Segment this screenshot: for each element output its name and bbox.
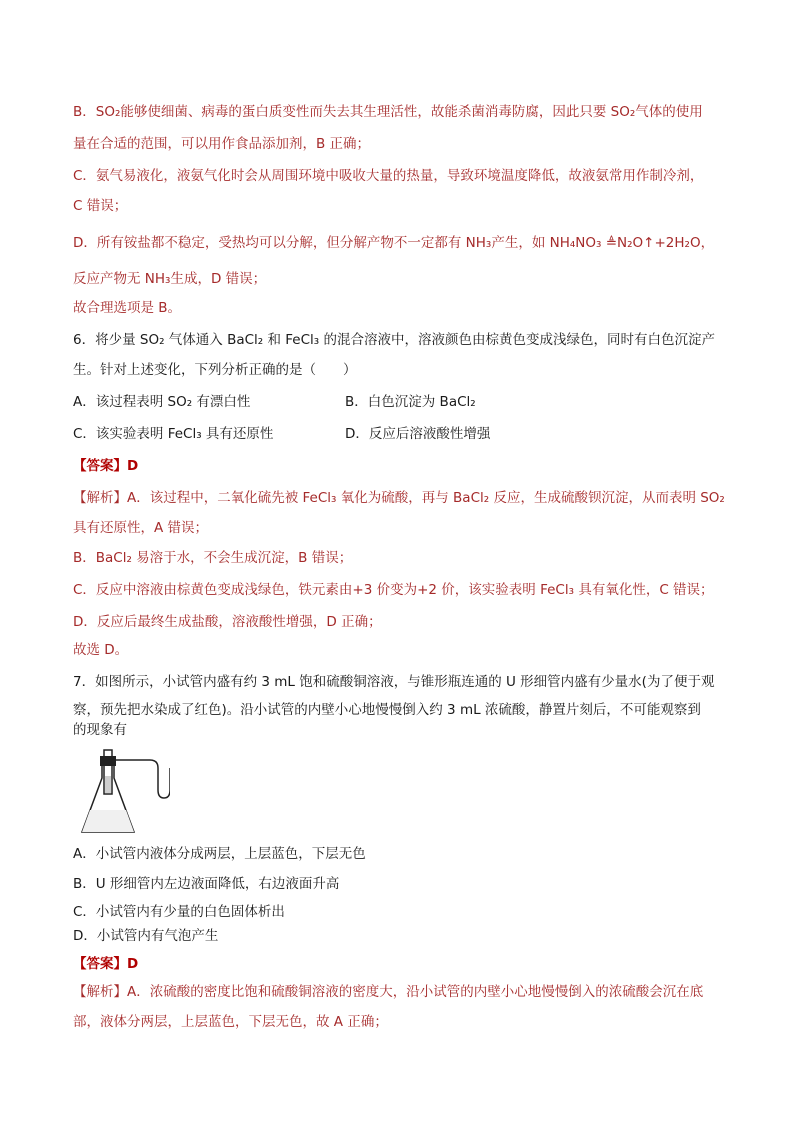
text-line: C．小试管内有少量的白色固体析出 [73,904,285,920]
text-line: 故选 D。 [73,642,129,658]
text-line: B．U 形细管内左边液面降低，右边液面升高 [73,876,340,892]
text-line: 【答案】D [73,458,139,474]
text-line-col2: D．反应后溶液酸性增强 [345,426,491,442]
text-line: D．小试管内有气泡产生 [73,928,219,944]
text-line: 量在合适的范围，可以用作食品添加剂，B 正确； [73,136,371,152]
conical-flask-diagram [78,748,170,838]
text-line: A．小试管内液体分成两层，上层蓝色，下层无色 [73,846,366,862]
text-line: D．反应后最终生成盐酸，溶液酸性增强，D 正确； [73,614,382,630]
text-line: 【解析】A．浓硫酸的密度比饱和硫酸铜溶液的密度大，沿小试管的内壁小心地慢慢倒入的浓硫酸会沉在底 [73,984,704,1000]
text-line: C．反应中溶液由棕黄色变成浅绿色，铁元素由+3 价变为+2 价，该实验表明 FeCl₃ 具有氧化性，C 错误； [73,582,714,598]
text-line: B．BaCl₂ 易溶于水，不会生成沉淀，B 错误； [73,550,353,566]
text-line: A．该过程表明 SO₂ 有漂白性 [73,394,251,410]
text-line: 生。针对上述变化，下列分析正确的是（ ） [73,362,357,378]
text-line: 具有还原性，A 错误； [73,520,209,536]
text-line: 的现象有 [73,722,127,738]
text-line: D．所有铵盐都不稳定，受热均可以分解，但分解产物不一定都有 NH₃产生，如 NH₄NO₃ ≜N₂O↑+2H₂O， [73,235,715,251]
text-line: 故合理选项是 B。 [73,300,182,316]
text-line: 察，预先把水染成了红色)。沿小试管的内壁小心地慢慢倒入约 3 mL 浓硫酸，静置片刻后，不可能观察到 [73,702,701,718]
text-line: B．SO₂能够使细菌、病毒的蛋白质变性而失去其生理活性，故能杀菌消毒防腐，因此只要 SO₂气体的使用 [73,104,703,120]
text-line: C．氨气易液化，液氨气化时会从周围环境中吸收大量的热量，导致环境温度降低，故液氨常用作制冷剂， [73,168,704,184]
text-line: C 错误； [73,198,128,214]
text-line: 反应产物无 NH₃生成，D 错误； [73,271,267,287]
text-line: 【解析】A．该过程中，二氧化硫先被 FeCl₃ 氧化为硫酸，再与 BaCl₂ 反应，生成硫酸钡沉淀，从而表明 SO₂ [73,490,725,506]
text-line: 6．将少量 SO₂ 气体通入 BaCl₂ 和 FeCl₃ 的混合溶液中，溶液颜色由棕黄色变成浅绿色，同时有白色沉淀产 [73,332,715,348]
text-line: 【答案】D [73,956,139,972]
text-line: 7．如图所示，小试管内盛有约 3 mL 饱和硫酸铜溶液，与锥形瓶连通的 U 形细管内盛有少量水(为了便于观 [73,674,715,690]
text-line: C．该实验表明 FeCl₃ 具有还原性 [73,426,274,442]
text-line: 部，液体分两层，上层蓝色，下层无色，故 A 正确； [73,1014,388,1030]
text-line-col2: B．白色沉淀为 BaCl₂ [345,394,476,410]
